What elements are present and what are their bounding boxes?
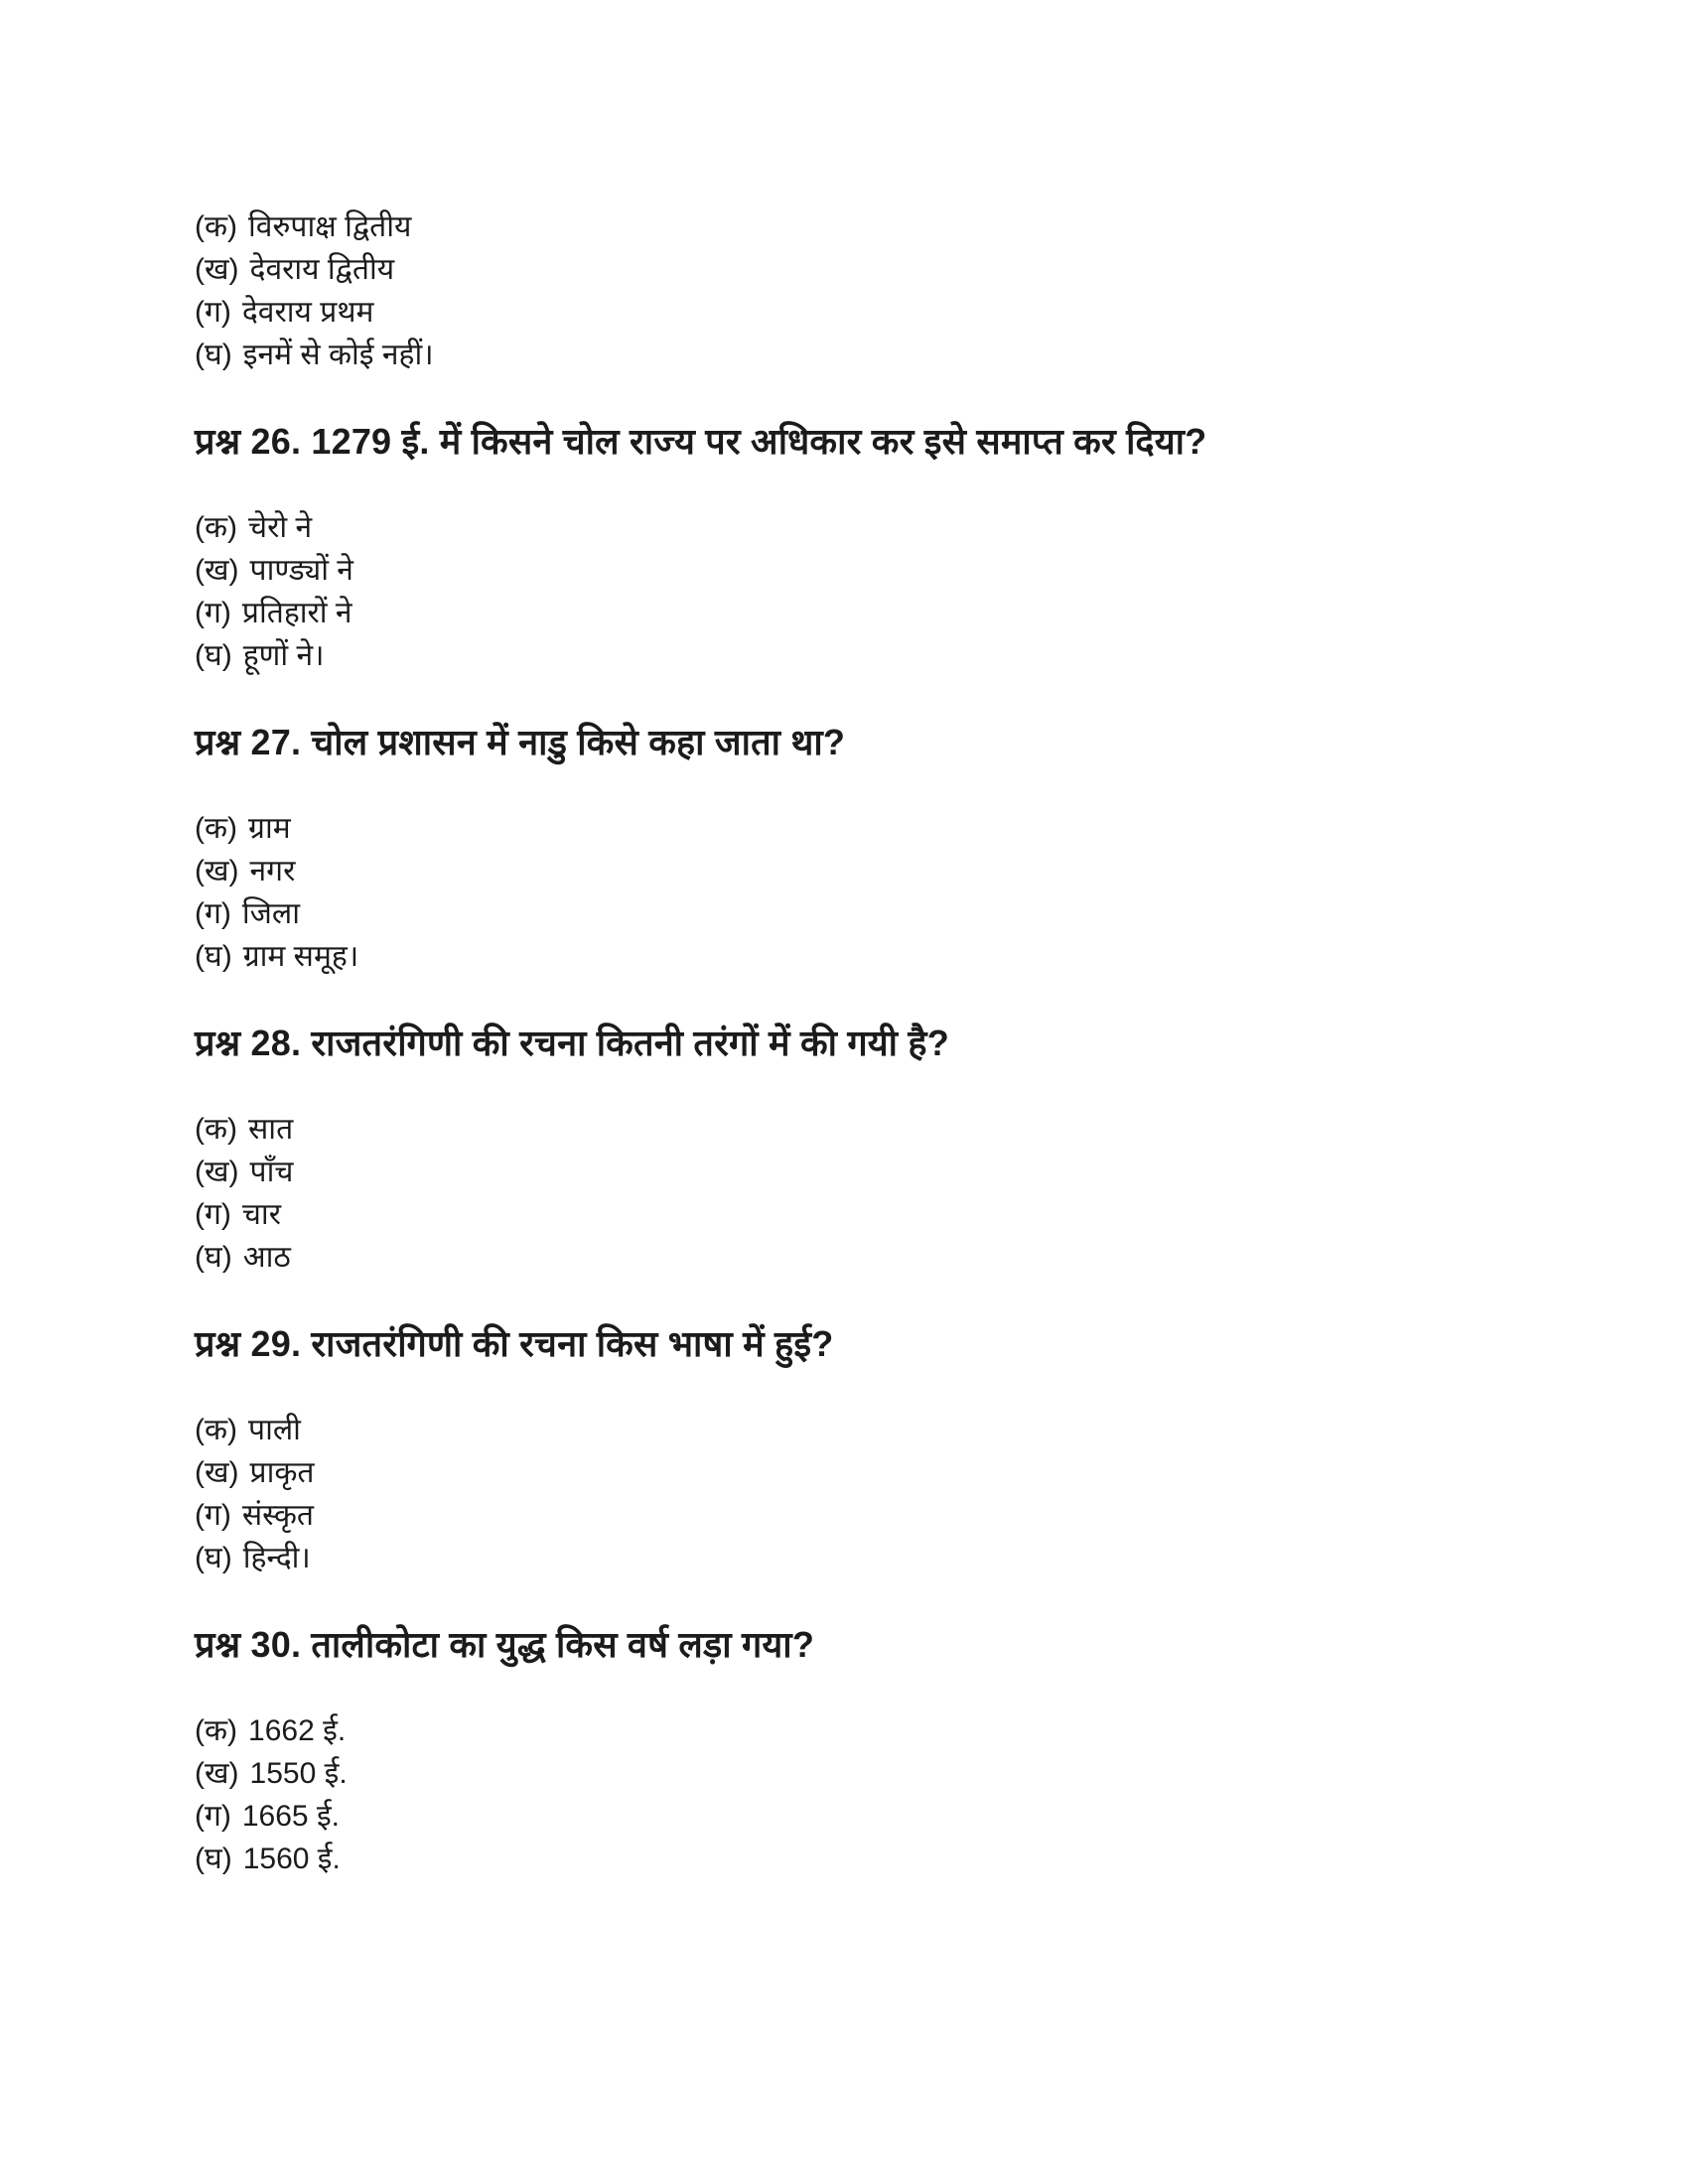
option-text: ग्राम समूह। [242,940,359,973]
option-label: (ग) [195,1800,231,1833]
option-text: हूणों ने। [242,639,325,672]
option-row [195,1108,1539,1151]
option-row [195,1537,1539,1579]
option-row [195,1151,1539,1193]
option-text: पाँच [249,1156,294,1188]
option-row [195,634,1539,677]
option-text: इनमें से कोई नहीं। [242,339,434,371]
option-row [195,1709,1539,1752]
option-label: (ख) [195,253,239,286]
option-label: (क) [195,1414,238,1446]
option-text: प्राकृत [249,1456,315,1489]
option-label: (ग) [195,296,231,329]
question-block-27 [195,720,1539,978]
option-text: हिन्दी। [242,1542,311,1574]
option-text: प्रतिहारों ने [241,597,352,629]
option-label: (ख) [195,1156,239,1188]
option-label: (ग) [195,897,231,930]
option-text: देवराय द्वितीय [249,253,395,286]
option-label: (ग) [195,1198,231,1231]
option-row [195,1193,1539,1236]
option-text: देवराय प्रथम [241,296,374,329]
option-label: (क) [195,1714,238,1747]
option-label: (घ) [195,339,232,371]
option-row [195,205,1539,248]
option-text: चार [241,1198,281,1231]
option-label: (घ) [195,1241,232,1274]
option-row [195,1451,1539,1494]
option-row [195,807,1539,850]
question-block-25-options [195,205,1539,376]
question-heading: प्रश्न 27. चोल प्रशासन में नाडु किसे कहा जाता था? [195,722,846,762]
option-row [195,1838,1539,1880]
option-row [195,1409,1539,1451]
question-block-28 [195,1021,1539,1279]
option-label: (ख) [195,1456,239,1489]
option-row [195,1795,1539,1838]
option-label: (क) [195,511,238,544]
option-label: (क) [195,812,238,845]
option-label: (घ) [195,639,232,672]
question-block-29 [195,1321,1539,1579]
option-label: (ख) [195,1757,239,1790]
question-heading: प्रश्न 29. राजतरंगिणी की रचना किस भाषा में हुई? [195,1323,834,1364]
option-text: पाली [248,1414,301,1446]
option-text: नगर [249,855,296,887]
option-label: (घ) [195,1542,232,1574]
option-text: ग्राम [248,812,291,845]
option-row [195,892,1539,935]
option-text: आठ [242,1241,291,1274]
option-text: 1662 ई. [248,1714,347,1747]
option-text: संस्कृत [241,1499,314,1532]
option-row [195,248,1539,291]
option-label: (घ) [195,1843,232,1875]
option-text: विरुपाक्ष द्वितीय [248,210,412,243]
option-text: 1550 ई. [249,1757,348,1790]
option-label: (ग) [195,1499,231,1532]
option-row [195,549,1539,592]
option-row [195,334,1539,376]
option-row [195,1236,1539,1279]
question-block-30 [195,1622,1539,1880]
option-text: पाण्ड्यों ने [249,554,353,587]
option-text: चेरो ने [248,511,313,544]
option-row [195,1752,1539,1795]
option-label: (ख) [195,855,239,887]
option-row [195,1494,1539,1537]
option-text: जिला [241,897,301,930]
option-text: 1665 ई. [241,1800,341,1833]
option-row [195,935,1539,978]
option-row [195,506,1539,549]
option-row [195,850,1539,892]
option-text: सात [248,1113,294,1146]
question-heading: प्रश्न 28. राजतरंगिणी की रचना कितनी तरंगों में की गयी है? [195,1023,949,1063]
option-label: (क) [195,210,238,243]
question-block-26 [195,419,1539,677]
option-label: (घ) [195,940,232,973]
option-text: 1560 ई. [242,1843,341,1875]
option-label: (ख) [195,554,239,587]
question-heading: प्रश्न 30. तालीकोटा का युद्ध किस वर्ष लड़ा गया? [195,1624,815,1665]
option-label: (ग) [195,597,231,629]
option-row [195,592,1539,634]
option-label: (क) [195,1113,238,1146]
option-row [195,291,1539,334]
question-heading: प्रश्न 26. 1279 ई. में किसने चोल राज्य पर अधिकार कर इसे समाप्त कर दिया? [195,421,1207,462]
